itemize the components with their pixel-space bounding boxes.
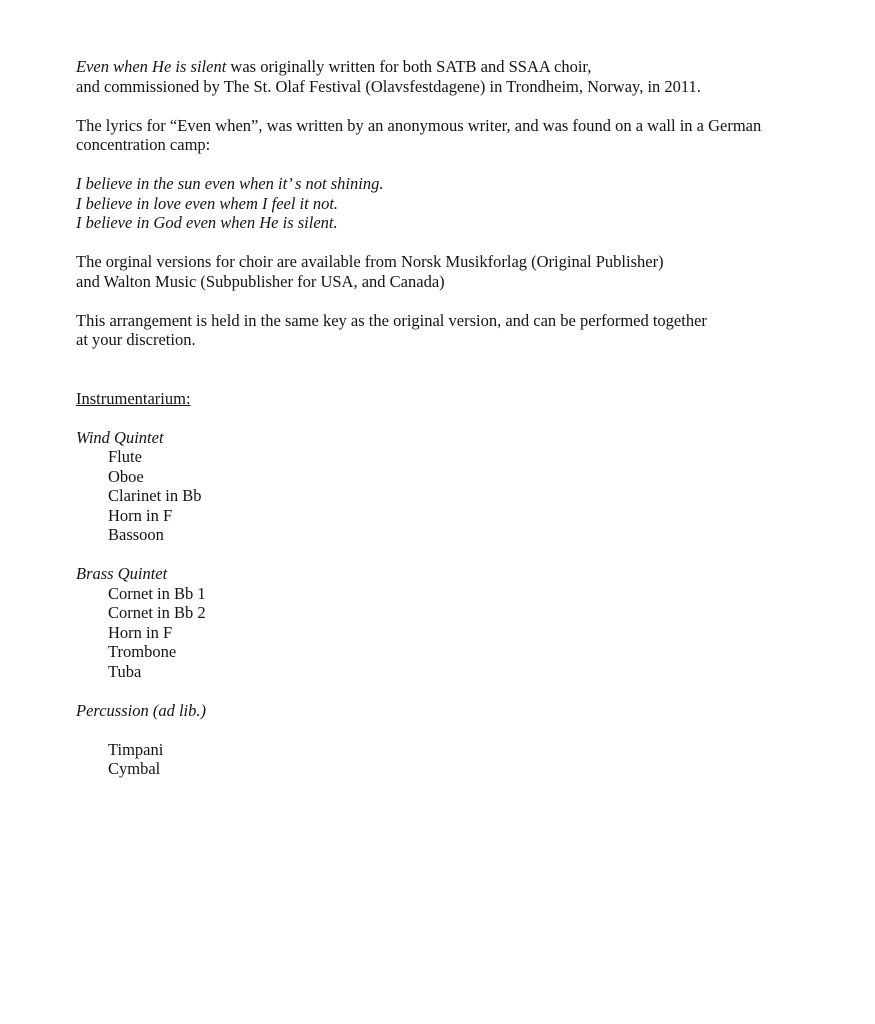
instrument-horn-wind: Horn in F — [108, 505, 173, 525]
intro-line-1 — [76, 57, 815, 77]
instrumentarium-heading: Instrumentarium: — [76, 388, 191, 408]
lyrics-line-2: I believe in love even whem I feel it not. — [76, 193, 339, 213]
instrument-trombone: Trombone — [108, 642, 177, 661]
lyrics-intro-line-2: concentration camp: — [76, 135, 211, 154]
publishers-paragraph — [76, 252, 815, 291]
work-title: Even when He is silent — [76, 57, 227, 76]
instrument-cornet-1: Cornet in Bb 1 — [108, 583, 206, 603]
instrument-flute: Flute — [108, 447, 142, 466]
arrangement-paragraph — [76, 311, 815, 350]
percussion-section — [76, 701, 815, 779]
arrangement-line-1: This arrangement is held in the same key as the original version, and can be performed together — [76, 310, 707, 330]
instrument-clarinet: Clarinet in Bb — [108, 486, 202, 505]
lyrics-intro-paragraph — [76, 116, 815, 155]
instrument-cornet-2: Cornet in Bb 2 — [108, 603, 206, 622]
instrument-timpani: Timpani — [108, 739, 164, 759]
lyrics-intro-line-1: The lyrics for “Even when”, was written by an anonymous writer, and was found on a wall in a German — [76, 115, 762, 135]
publishers-line-2: and Walton Music (Subpublisher for USA, and Canada) — [76, 271, 445, 291]
instrument-horn-brass: Horn in F — [108, 622, 173, 642]
instrument-cymbal: Cymbal — [108, 759, 161, 778]
intro-line-1-rest: was originally written for both SATB and SSAA choir, — [226, 57, 592, 76]
instrument-oboe: Oboe — [108, 466, 144, 486]
intro-paragraph — [76, 57, 815, 96]
lyrics-paragraph — [76, 174, 815, 233]
lyrics-line-1: I believe in the sun even when it’ s not shining. — [76, 174, 384, 193]
arrangement-line-2: at your discretion. — [76, 330, 196, 349]
lyrics-line-3: I believe in God even when He is silent. — [76, 213, 338, 232]
brass-quintet-heading: Brass Quintet — [76, 564, 168, 583]
instrument-tuba: Tuba — [108, 661, 142, 681]
wind-quintet-section — [76, 428, 815, 545]
wind-quintet-heading: Wind Quintet — [76, 427, 164, 447]
publishers-line-1: The orginal versions for choir are available from Norsk Musikforlag (Original Publisher) — [76, 252, 664, 271]
brass-quintet-section — [76, 564, 815, 681]
instrument-bassoon: Bassoon — [108, 525, 164, 544]
percussion-heading: Percussion (ad lib.) — [76, 700, 206, 720]
intro-line-2: and commissioned by The St. Olaf Festival (Olavsfestdagene) in Trondheim, Norway, in 2011. — [76, 76, 701, 96]
